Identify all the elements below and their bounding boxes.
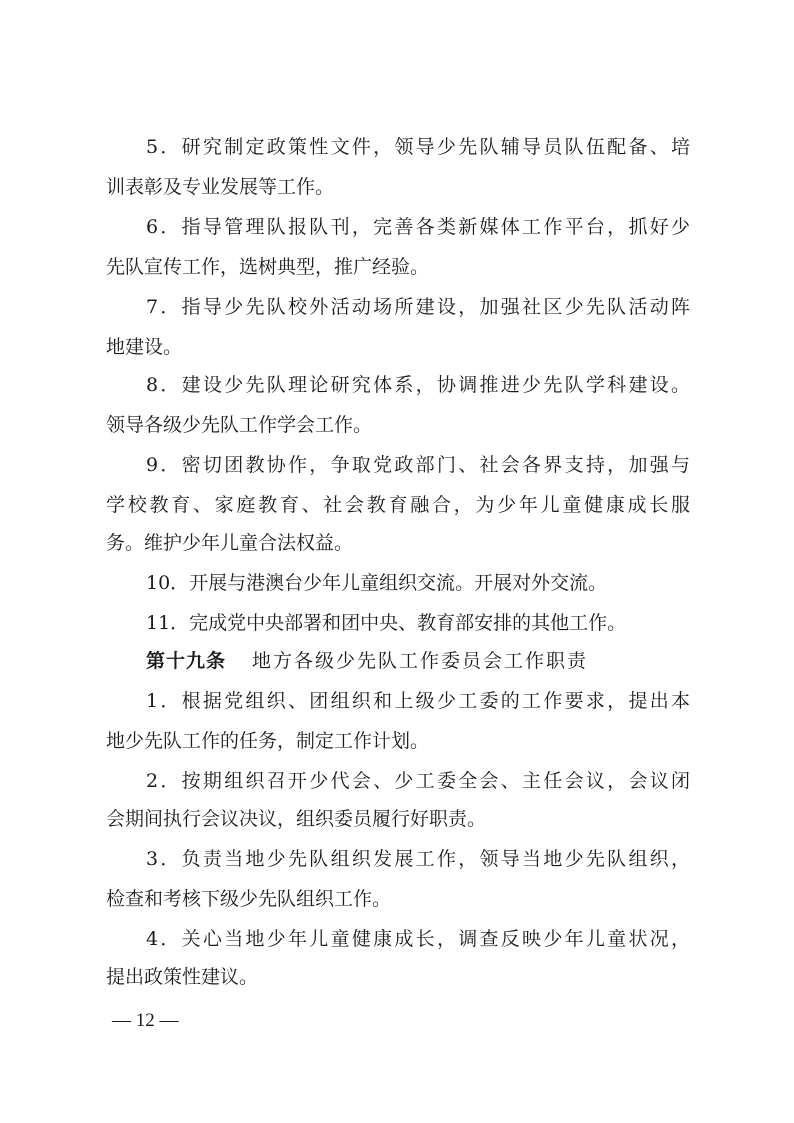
paragraph-line: 10．开展与港澳台少年儿童组织交流。开展对外交流。 <box>146 572 608 594</box>
paragraph-line: 学校教育、家庭教育、社会教育融合，为少年儿童健康成长服 <box>106 494 690 516</box>
paragraph-line: 领导各级少先队工作学会工作。 <box>106 414 373 436</box>
paragraph-line: 地少先队工作的任务，制定工作计划。 <box>106 730 430 752</box>
paragraph-line: 检查和考核下级少先队组织工作。 <box>106 888 392 910</box>
paragraph-line: 先队宣传工作，选树典型，推广经验。 <box>106 256 430 278</box>
paragraph-line: 11．完成党中央部署和团中央、教育部安排的其他工作。 <box>146 612 627 634</box>
paragraph-line: 2．按期组织召开少代会、少工委全会、主任会议，会议闭 <box>146 770 690 792</box>
paragraph-line: 1．根据党组织、团组织和上级少工委的工作要求，提出本 <box>146 690 690 712</box>
paragraph-line: 8．建设少先队理论研究体系，协调推进少先队学科建设。 <box>146 374 690 396</box>
paragraph-line: 6．指导管理队报队刊，完善各类新媒体工作平台，抓好少 <box>146 216 690 238</box>
paragraph-line: 5．研究制定政策性文件，领导少先队辅导员队伍配备、培 <box>146 136 690 158</box>
paragraph-line: 地建设。 <box>106 336 183 358</box>
paragraph-line: 务。维护少年儿童合法权益。 <box>106 532 354 554</box>
paragraph-line: 4．关心当地少年儿童健康成长，调查反映少年儿童状况， <box>146 928 690 950</box>
paragraph-line: 9．密切团教协作，争取党政部门、社会各界支持，加强与 <box>146 454 690 476</box>
article-title: 第十九条 <box>146 650 227 672</box>
paragraph-line: 7．指导少先队校外活动场所建设，加强社区少先队活动阵 <box>146 296 690 318</box>
page-number: — 12 — <box>112 1010 179 1031</box>
paragraph-line: 提出政策性建议。 <box>106 966 259 988</box>
paragraph-line: 训表彰及专业发展等工作。 <box>106 176 335 198</box>
paragraph-line: 3．负责当地少先队组织发展工作，领导当地少先队组织， <box>146 848 690 870</box>
paragraph-line: 会期间执行会议决议，组织委员履行好职责。 <box>106 808 487 830</box>
article-heading <box>146 648 588 674</box>
article-text: 地方各级少先队工作委员会工作职责 <box>252 650 589 672</box>
